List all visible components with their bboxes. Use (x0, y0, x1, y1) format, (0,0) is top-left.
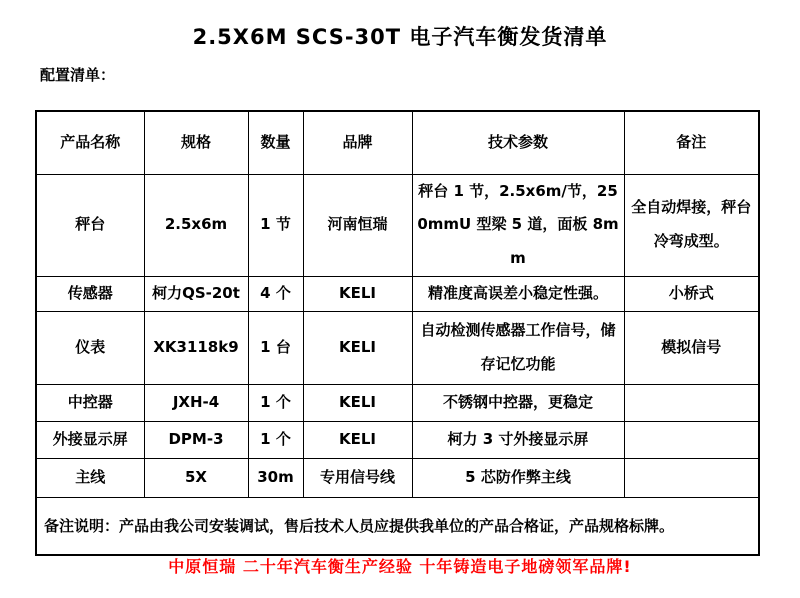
column-header: 规格 (144, 111, 248, 174)
table-row (36, 276, 759, 311)
table-header-row (36, 111, 759, 174)
cell-note: 小桥式 (624, 276, 759, 311)
table-row (36, 111, 759, 174)
cell-name: 中控器 (36, 384, 144, 421)
cell-note: 模拟信号 (624, 311, 759, 384)
cell-spec: JXH-4 (144, 384, 248, 421)
cell-note (624, 458, 759, 497)
cell-note (624, 421, 759, 458)
cell-params: 不锈钢中控器，更稳定 (412, 384, 624, 421)
table-row (36, 384, 759, 421)
cell-qty: 4 个 (248, 276, 303, 311)
table-row (36, 421, 759, 458)
cell-note: 全自动焊接，秤台冷弯成型。 (624, 174, 759, 276)
table-row (36, 497, 759, 555)
cell-brand: 专用信号线 (303, 458, 412, 497)
cell-brand: KELI (303, 311, 412, 384)
config-list-label: 配置清单： (40, 66, 116, 84)
cell-brand: KELI (303, 421, 412, 458)
cell-name: 外接显示屏 (36, 421, 144, 458)
cell-spec: DPM-3 (144, 421, 248, 458)
table-row (36, 174, 759, 276)
cell-spec: 2.5x6m (144, 174, 248, 276)
shipping-list-table (35, 110, 760, 556)
table-row (36, 311, 759, 384)
cell-params: 5 芯防作弊主线 (412, 458, 624, 497)
cell-params: 精准度高误差小稳定性强。 (412, 276, 624, 311)
cell-qty: 1 个 (248, 421, 303, 458)
cell-qty: 1 个 (248, 384, 303, 421)
cell-brand: KELI (303, 276, 412, 311)
cell-brand: 河南恒瑞 (303, 174, 412, 276)
column-header: 产品名称 (36, 111, 144, 174)
cell-params: 柯力 3 寸外接显示屏 (412, 421, 624, 458)
column-header: 品牌 (303, 111, 412, 174)
cell-qty: 1 节 (248, 174, 303, 276)
cell-params: 秤台 1 节，2.5x6m/节，250mmU 型梁 5 道，面板 8mm (412, 174, 624, 276)
page-title: 2.5X6M SCS-30T 电子汽车衡发货清单 (192, 25, 608, 49)
table-footer-row (36, 497, 759, 555)
cell-params: 自动检测传感器工作信号，储存记忆功能 (412, 311, 624, 384)
cell-qty: 1 台 (248, 311, 303, 384)
column-header: 技术参数 (412, 111, 624, 174)
tagline: 中原恒瑞 二十年汽车衡生产经验 十年铸造电子地磅领军品牌! (168, 557, 632, 576)
cell-spec: XK3118k9 (144, 311, 248, 384)
cell-brand: KELI (303, 384, 412, 421)
cell-name: 传感器 (36, 276, 144, 311)
cell-name: 主线 (36, 458, 144, 497)
table-row (36, 458, 759, 497)
cell-spec: 柯力QS-20t (144, 276, 248, 311)
cell-note (624, 384, 759, 421)
column-header: 备注 (624, 111, 759, 174)
table-body (36, 174, 759, 497)
cell-spec: 5X (144, 458, 248, 497)
column-header: 数量 (248, 111, 303, 174)
footer-note: 备注说明：产品由我公司安装调试，售后技术人员应提供我单位的产品合格证，产品规格标牌。 (36, 497, 759, 555)
cell-name: 秤台 (36, 174, 144, 276)
cell-name: 仪表 (36, 311, 144, 384)
cell-qty: 30m (248, 458, 303, 497)
